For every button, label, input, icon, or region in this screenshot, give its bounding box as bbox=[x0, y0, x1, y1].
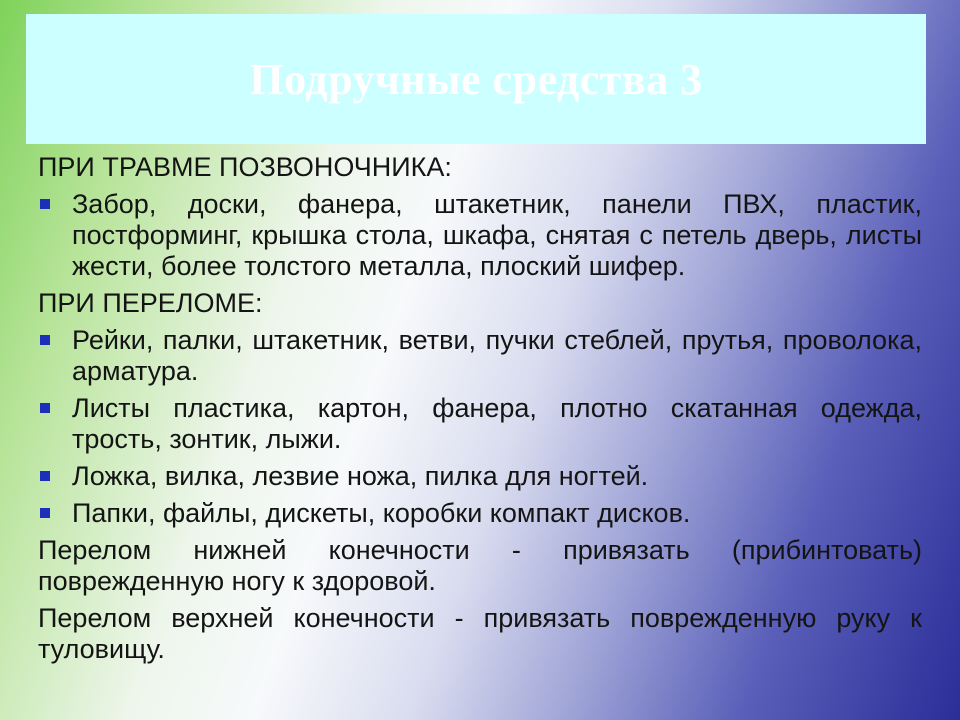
note-upper-limb: Перелом верхней конечности - привязать поврежденную руку к туловищу. bbox=[38, 603, 922, 664]
list-item: Листы пластика, картон, фанера, плотно скатанная одежда, трость, зонтик, лыжи. bbox=[38, 393, 922, 455]
spine-list bbox=[38, 189, 922, 282]
slide-content bbox=[38, 152, 922, 671]
note-lower-limb: Перелом нижней конечности - привязать (прибинтовать) поврежденную ногу к здоровой. bbox=[38, 535, 922, 596]
section-heading-spine: ПРИ ТРАВМЕ ПОЗВОНОЧНИКА: bbox=[38, 152, 452, 182]
list-item: Ложка, вилка, лезвие ножа, пилка для ногтей. bbox=[38, 461, 922, 492]
square-bullet-icon bbox=[40, 471, 50, 481]
square-bullet-icon bbox=[40, 335, 50, 345]
section-heading-fracture: ПРИ ПЕРЕЛОМЕ: bbox=[38, 288, 263, 318]
list-item: Забор, доски, фанера, штакетник, панели ПВХ, пластик, постформинг, крышка стола, шкафа, снятая с петель дверь, листы жести, более толстого металла, плоский шифер. bbox=[38, 189, 922, 282]
title-banner bbox=[26, 14, 926, 144]
square-bullet-icon bbox=[40, 508, 50, 518]
square-bullet-icon bbox=[40, 403, 50, 413]
square-bullet-icon bbox=[40, 199, 50, 209]
list-item: Рейки, палки, штакетник, ветви, пучки стеблей, прутья, проволока, арматура. bbox=[38, 325, 922, 387]
fracture-list bbox=[38, 325, 922, 529]
list-item: Папки, файлы, дискеты, коробки компакт дисков. bbox=[38, 498, 922, 529]
slide-title: Подручные средства 3 bbox=[249, 54, 703, 104]
